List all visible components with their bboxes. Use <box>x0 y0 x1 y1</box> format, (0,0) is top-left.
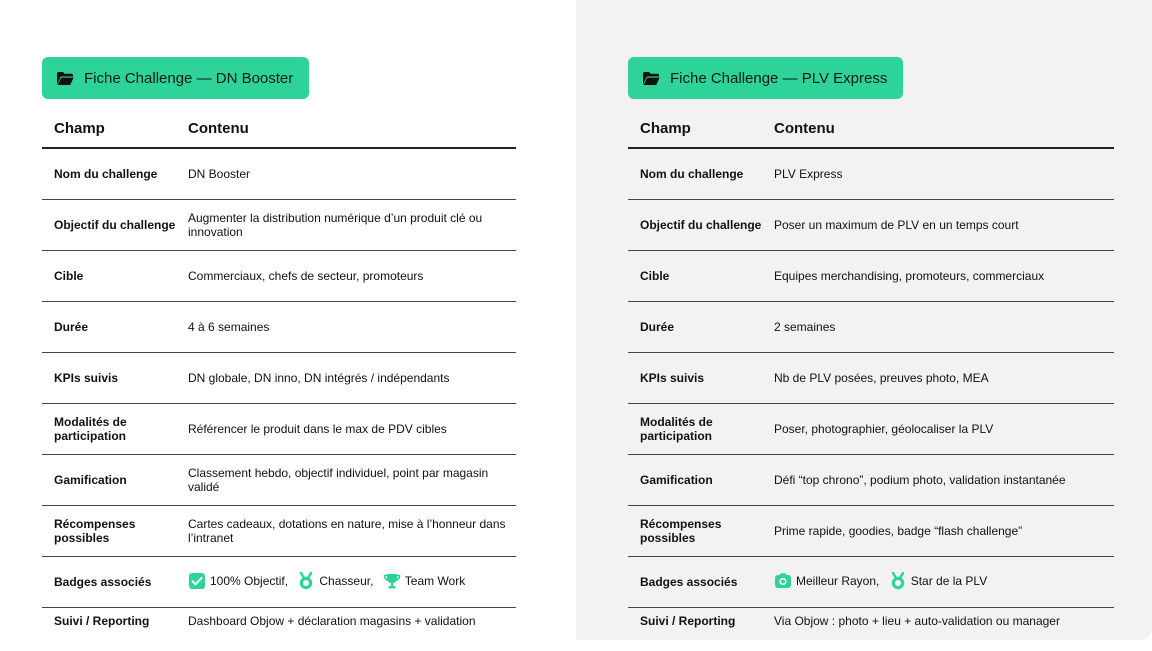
field-label: Nom du challenge <box>628 148 762 200</box>
field-label: Durée <box>628 302 762 353</box>
badge-meilleur-rayon <box>774 572 879 590</box>
badge-chasseur <box>297 572 373 590</box>
column-header-champ: Champ <box>628 117 762 148</box>
badge-team-work <box>383 572 465 590</box>
badges-cell <box>176 557 516 608</box>
challenge-table <box>628 117 1114 650</box>
column-header-contenu: Contenu <box>762 117 1114 148</box>
field-label: Objectif du challenge <box>42 200 176 251</box>
field-label: Suivi / Reporting <box>54 614 150 628</box>
folder-icon <box>56 71 74 86</box>
badge-star-de-la-plv <box>889 572 988 590</box>
table-row <box>42 506 516 557</box>
table-row <box>628 557 1114 608</box>
badge-label: 100% Objectif, <box>210 573 289 588</box>
table-row <box>42 455 516 506</box>
field-label: Objectif du challenge <box>628 200 762 251</box>
field-value: Dashboard Objow + déclaration magasins + validation <box>188 614 476 628</box>
field-label: KPIs suivis <box>42 353 176 404</box>
medal-icon <box>297 572 315 590</box>
card-title-pill <box>628 57 903 99</box>
field-value: PLV Express <box>762 148 1114 200</box>
field-value: Référencer le produit dans le max de PDV cibles <box>176 404 516 455</box>
challenge-card-plv-express <box>628 57 1114 650</box>
field-value: 2 semaines <box>762 302 1114 353</box>
field-value: Cartes cadeaux, dotations en nature, mise à l’honneur dans l’intranet <box>176 506 516 557</box>
field-label: KPIs suivis <box>628 353 762 404</box>
field-value: Equipes merchandising, promoteurs, commerciaux <box>762 251 1114 302</box>
table-row <box>628 506 1114 557</box>
table-row <box>42 251 516 302</box>
field-label: Gamification <box>42 455 176 506</box>
folder-icon <box>642 71 660 86</box>
camera-icon <box>774 572 792 590</box>
field-value: Nb de PLV posées, preuves photo, MEA <box>762 353 1114 404</box>
field-value: Classement hebdo, objectif individuel, point par magasin validé <box>176 455 516 506</box>
badge-label: Meilleur Rayon, <box>796 573 880 588</box>
field-label: Nom du challenge <box>42 148 176 200</box>
table-row <box>42 302 516 353</box>
column-header-contenu: Contenu <box>176 117 516 148</box>
field-label: Durée <box>42 302 176 353</box>
challenge-card-dn-booster <box>42 57 516 650</box>
card-title-pill <box>42 57 309 99</box>
challenge-table <box>42 117 516 650</box>
table-row <box>42 353 516 404</box>
column-header-champ: Champ <box>42 117 176 148</box>
field-value: DN Booster <box>176 148 516 200</box>
field-value: Poser, photographier, géolocaliser la PLV <box>762 404 1114 455</box>
field-label: Modalités de participation <box>628 404 762 455</box>
table-row <box>42 200 516 251</box>
card-title: Fiche Challenge — DN Booster <box>84 69 294 87</box>
table-row <box>628 404 1114 455</box>
medal-icon <box>889 572 907 590</box>
field-value: Augmenter la distribution numérique d’un produit clé ou innovation <box>176 200 516 251</box>
field-value: Prime rapide, goodies, badge “flash challenge” <box>762 506 1114 557</box>
field-label: Cible <box>42 251 176 302</box>
field-value: Via Objow : photo + lieu + auto-validation ou manager <box>774 614 1060 628</box>
field-label: Récompenses possibles <box>628 506 762 557</box>
field-value: 4 à 6 semaines <box>176 302 516 353</box>
table-row <box>628 353 1114 404</box>
field-value: DN globale, DN inno, DN intégrés / indépendants <box>176 353 516 404</box>
field-label: Badges associés <box>42 557 176 608</box>
field-label: Badges associés <box>628 557 762 608</box>
card-title: Fiche Challenge — PLV Express <box>670 69 888 87</box>
table-row <box>628 148 1114 200</box>
field-label: Cible <box>628 251 762 302</box>
field-label: Modalités de participation <box>42 404 176 455</box>
table-row <box>42 557 516 608</box>
field-label: Gamification <box>628 455 762 506</box>
badge-label: Star de la PLV <box>910 573 988 588</box>
table-row <box>42 148 516 200</box>
field-label: Récompenses possibles <box>42 506 176 557</box>
field-label: Suivi / Reporting <box>640 614 736 628</box>
badge-label: Chasseur, <box>319 573 374 588</box>
trophy-icon <box>383 572 401 590</box>
field-value: Commerciaux, chefs de secteur, promoteurs <box>176 251 516 302</box>
table-row <box>42 608 516 651</box>
badge-label: Team Work <box>404 573 466 588</box>
check-square-icon <box>188 572 206 590</box>
badges-cell <box>762 557 1114 608</box>
table-row <box>42 404 516 455</box>
table-row <box>628 455 1114 506</box>
table-row <box>628 200 1114 251</box>
badge-100-objectif <box>188 572 288 590</box>
field-value: Poser un maximum de PLV en un temps court <box>762 200 1114 251</box>
table-row <box>628 251 1114 302</box>
table-row <box>628 302 1114 353</box>
field-value: Défi “top chrono”, podium photo, validation instantanée <box>762 455 1114 506</box>
table-row <box>628 608 1114 651</box>
